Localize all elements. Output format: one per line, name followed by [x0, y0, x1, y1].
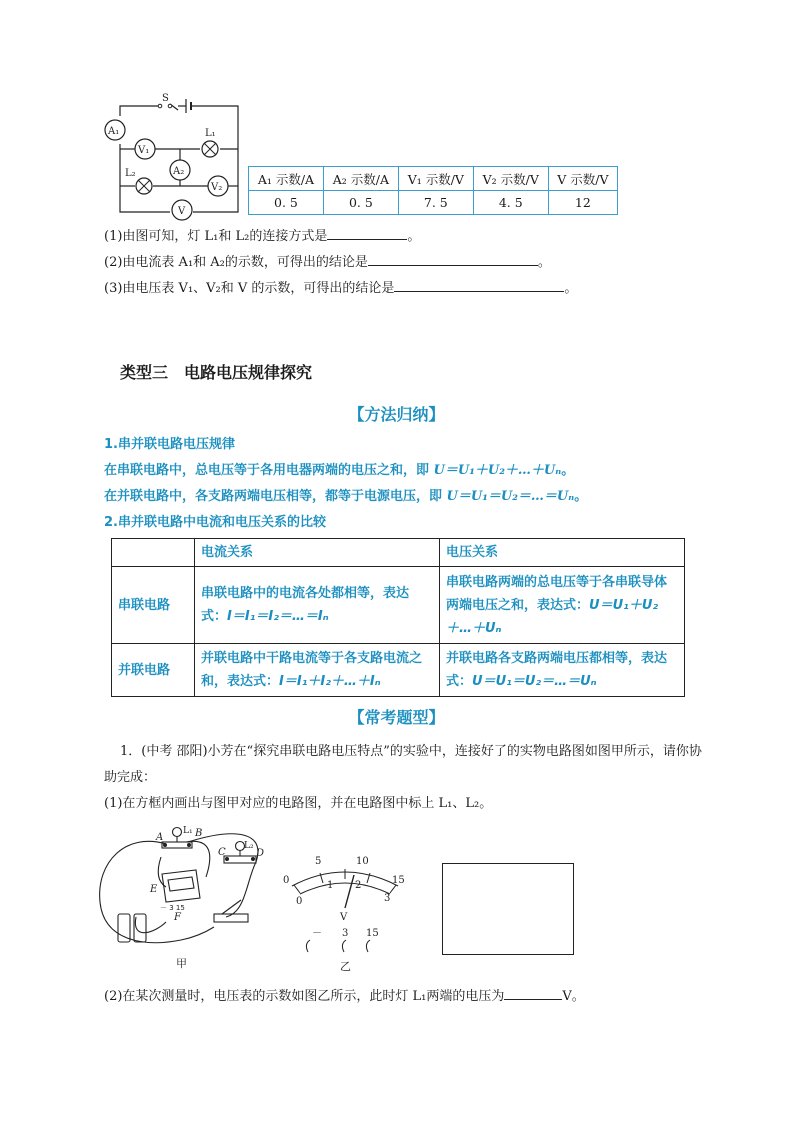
series-voltage-cell: 串联电路两端的总电压等于各串联导体两端电压之和，表达式：U＝U₁＋U₂＋…＋Uₙ: [440, 567, 685, 644]
series-label: 串联电路: [112, 567, 195, 644]
voltmeter-v-label: V: [178, 206, 186, 217]
answer-blank-1-1[interactable]: [327, 225, 407, 240]
value-v1: 7. 5: [398, 191, 473, 215]
terminal-e-label: E: [150, 884, 158, 895]
question-1-1: (1)由图可知，灯 L₁和 L₂的连接方式是 。: [104, 225, 420, 246]
lamp-l1-label: L₁: [205, 128, 216, 139]
dial-terminal-3: 3: [342, 928, 349, 939]
series-current-formula: I＝I₁＝I₂＝…＝Iₙ: [227, 609, 329, 624]
readings-table: [248, 166, 618, 215]
comparison-header-row: [112, 539, 685, 567]
terminal-f-label: F: [174, 912, 181, 923]
header-v: V 示数/V: [548, 167, 617, 191]
ammeter-a1-label: A₁: [108, 126, 120, 137]
parallel-row: [112, 644, 685, 697]
method-title: 【方法归纳】: [348, 405, 445, 424]
header-v1: V₁ 示数/V: [398, 167, 473, 191]
dial-unit-v: V: [340, 912, 348, 923]
answer-blank-1-2[interactable]: [368, 251, 538, 266]
value-v2: 4. 5: [473, 191, 548, 215]
circuit-drawing-box[interactable]: [442, 863, 574, 955]
series-row: [112, 567, 685, 644]
readings-value-row: [249, 191, 618, 215]
method-series-line: 在串联电路中，总电压等于各用电器两端的电压之和，即 U＝U₁＋U₂＋…＋Uₙ。: [104, 463, 575, 478]
question-1-2: (2)由电流表 A₁和 A₂的示数，可得出的结论是 。: [104, 251, 551, 272]
parallel-voltage-formula-cell: U＝U₁＝U₂＝…＝Uₙ: [472, 674, 597, 689]
figure-yi-caption: 乙: [340, 960, 351, 973]
empty-header-cell: [112, 539, 195, 567]
dial-scale-1: 1: [327, 880, 334, 891]
terminal-a-label: A: [156, 832, 164, 843]
section-title: 类型三 电路电压规律探究: [120, 363, 313, 382]
dial-scale-2: 2: [355, 880, 362, 891]
lamp-l2-fig-label: L₂: [244, 841, 254, 851]
parallel-voltage-formula: U＝U₁＝U₂＝…＝Uₙ: [446, 489, 575, 504]
ammeter-a2-label: A₂: [173, 166, 185, 177]
series-voltage-formula-cell: U＝U₁＋U₂＋…＋Uₙ: [446, 597, 659, 636]
readings-header-row: [249, 167, 618, 191]
series-current-cell: 串联电路中的电流各处都相等，表达式：I＝I₁＝I₂＝…＝Iₙ: [195, 567, 440, 644]
figure-jia-caption: 甲: [176, 957, 187, 970]
header-a2: A₂ 示数/A: [323, 167, 398, 191]
current-header: 电流关系: [195, 539, 440, 567]
answer-blank-voltage[interactable]: [504, 985, 562, 1000]
common-questions-title: 【常考题型】: [348, 708, 445, 727]
voltmeter-v2-label: V₂: [211, 182, 223, 193]
problem-1-q2: (2)在某次测量时，电压表的示数如图乙所示，此时灯 L₁两端的电压为 V。: [104, 985, 585, 1006]
lamp-l2-label: L₂: [125, 168, 136, 179]
dial-terminal-minus: －: [312, 928, 322, 939]
lamp-l1-fig-label: L₁: [183, 826, 193, 836]
value-a1: 0. 5: [249, 191, 324, 215]
problem-1-line-2: 助完成：: [104, 770, 157, 785]
problem-1-q1: (1)在方框内画出与图甲对应的电路图，并在电路图中标上 L₁、L₂。: [104, 796, 493, 811]
value-a2: 0. 5: [323, 191, 398, 215]
terminal-b-label: B: [195, 828, 203, 839]
comparison-table: [111, 538, 685, 697]
question-1-3: (3)由电压表 V₁、V₂和 V 的示数，可得出的结论是 。: [104, 277, 577, 298]
parallel-current-formula: I＝I₁＋I₂＋…＋Iₙ: [279, 674, 381, 689]
figure-jia-physical-circuit: [96, 822, 276, 972]
parallel-voltage-cell: 并联电路各支路两端电压都相等，表达式：U＝U₁＝U₂＝…＝Uₙ: [440, 644, 685, 697]
dial-scale-3: 3: [384, 893, 391, 904]
figure-yi-voltmeter-dial: [280, 848, 410, 974]
answer-blank-1-3[interactable]: [394, 277, 564, 292]
parallel-label: 并联电路: [112, 644, 195, 697]
voltage-header: 电压关系: [440, 539, 685, 567]
switch-label: S: [162, 93, 169, 104]
method-heading-2: 2.串并联电路中电流和电压关系的比较: [104, 515, 326, 530]
dial-scale-0-outer: 0: [283, 875, 290, 886]
problem-1-line-1: 1．(中考 邵阳)小芳在“探究串联电路电压特点”的实验中，连接好了的实物电路图如图甲所示，请你协: [120, 744, 702, 759]
series-voltage-formula: U＝U₁＋U₂＋…＋Uₙ: [433, 463, 562, 478]
terminal-c-label: C: [218, 847, 226, 858]
dial-scale-5: 5: [315, 856, 322, 867]
dial-scale-0-inner: 0: [296, 896, 303, 907]
circuit-diagram-1: [98, 92, 248, 222]
terminal-d-label: D: [256, 848, 265, 859]
meter-terminals-label: － 3 15: [160, 904, 185, 912]
header-v2: V₂ 示数/V: [473, 167, 548, 191]
parallel-current-cell: 并联电路中干路电流等于各支路电流之和，表达式：I＝I₁＋I₂＋…＋Iₙ: [195, 644, 440, 697]
dial-terminal-15: 15: [366, 928, 379, 939]
dial-scale-15: 15: [392, 875, 405, 886]
dial-scale-10: 10: [356, 856, 369, 867]
method-heading-1: 1.串并联电路电压规律: [104, 437, 235, 452]
voltmeter-v1-label: V₁: [138, 145, 150, 156]
value-v: 12: [548, 191, 617, 215]
method-parallel-line: 在并联电路中，各支路两端电压相等，都等于电源电压，即 U＝U₁＝U₂＝…＝Uₙ。: [104, 489, 588, 504]
header-a1: A₁ 示数/A: [249, 167, 324, 191]
